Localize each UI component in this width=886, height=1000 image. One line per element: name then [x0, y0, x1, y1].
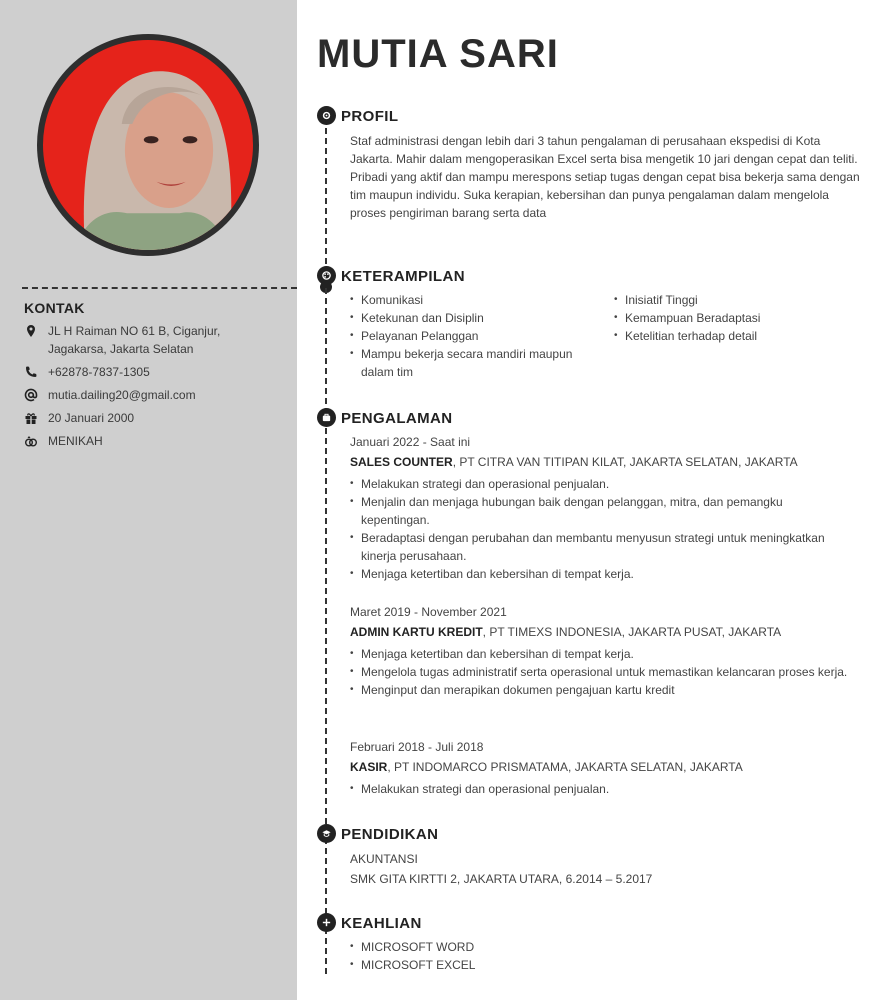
job-duty: • Mengelola tugas administratif serta operasional untuk memastikan kelancaran proses kerja. — [350, 663, 860, 681]
keahlian-item: • MICROSOFT EXCEL — [350, 956, 865, 974]
contact-birthday — [22, 409, 282, 427]
job-duties — [350, 475, 830, 583]
briefcase-icon — [317, 408, 336, 427]
contact-address — [22, 322, 282, 358]
skills-list-right — [614, 291, 874, 345]
job-role: ADMIN KARTU KREDIT — [350, 625, 483, 639]
job-date: Januari 2022 - Saat ini — [350, 435, 471, 449]
job-entry-2 — [350, 603, 865, 699]
education-entry — [350, 850, 865, 888]
job-date: Maret 2019 - November 2021 — [350, 605, 507, 619]
plus-icon — [317, 913, 336, 932]
skill-item: • Komunikasi — [350, 291, 610, 309]
pendidikan-heading: PENDIDIKAN — [341, 826, 439, 843]
keahlian-list — [350, 938, 865, 974]
keahlian-item: • MICROSOFT WORD — [350, 938, 865, 956]
job-duties — [350, 645, 860, 699]
portrait-image — [43, 40, 253, 250]
job-role: SALES COUNTER — [350, 455, 453, 469]
job-title — [350, 623, 865, 641]
contact-phone-text: +62878-7837-1305 — [48, 365, 150, 379]
contact-phone — [22, 363, 282, 381]
job-title — [350, 453, 865, 471]
skills-list-left — [350, 291, 610, 381]
job-date: Februari 2018 - Juli 2018 — [350, 740, 484, 754]
job-entry-3 — [350, 738, 865, 798]
pengalaman-heading: PENGALAMAN — [341, 410, 453, 427]
main-content — [297, 0, 886, 1000]
profile-photo — [43, 40, 253, 250]
profil-text — [350, 132, 865, 222]
education-major: AKUNTANSI — [350, 852, 418, 866]
resume-name: MUTIA SARI — [317, 32, 559, 76]
job-duties — [350, 780, 865, 798]
contact-address-text: JL H Raiman NO 61 B, Ciganjur, Jagakarsa, Jakarta Selatan — [48, 324, 221, 356]
job-role: KASIR — [350, 760, 388, 774]
job-duty: • Menjaga ketertiban dan kebersihan di tempat kerja. — [350, 645, 860, 663]
job-duty: • Melakukan strategi dan operasional penjualan. — [350, 780, 865, 798]
job-title — [350, 758, 865, 776]
contact-email — [22, 386, 282, 404]
skill-item: • Ketelitian terhadap detail — [614, 327, 874, 345]
rings-icon — [22, 432, 40, 450]
phone-icon — [22, 363, 40, 381]
job-company: , PT TIMEXS INDONESIA, JAKARTA PUSAT, JAKARTA — [482, 625, 782, 639]
contact-list — [22, 322, 282, 455]
contact-email-text: mutia.dailing20@gmail.com — [48, 388, 196, 402]
job-duty: • Menginput dan merapikan dokumen pengajuan kartu kredit — [350, 681, 860, 699]
job-duty: • Menjalin dan menjaga hubungan baik dengan pelanggan, mitra, dan pemangku kepentingan. — [350, 493, 830, 529]
skill-item: • Inisiatif Tinggi — [614, 291, 874, 309]
skill-item: • Pelayanan Pelanggan — [350, 327, 610, 345]
skills-palette-icon — [317, 266, 336, 285]
profile-gear-icon — [317, 106, 336, 125]
job-duty: • Melakukan strategi dan operasional penjualan. — [350, 475, 830, 493]
job-company: , PT INDOMARCO PRISMATAMA, JAKARTA SELATAN, JAKARTA — [387, 760, 743, 774]
timeline-line — [325, 118, 327, 974]
skill-item: • Ketekunan dan Disiplin — [350, 309, 610, 327]
skill-item: • Mampu bekerja secara mandiri maupun dalam tim — [350, 345, 600, 381]
profile-photo-frame — [37, 34, 259, 256]
profil-paragraph-2: Pribadi yang aktif dan mampu merespons setiap tugas dengan cepat bisa bekerja sama dengan tim maupun individu. Suka kerapian, kebersihan dan punya pengalaman dalam mengelola proses pengiriman barang serta data — [350, 170, 860, 220]
location-pin-icon — [22, 322, 40, 340]
skill-item: • Kemampuan Beradaptasi — [614, 309, 874, 327]
job-entry-1 — [350, 433, 865, 583]
gift-icon — [22, 409, 40, 427]
job-company: , PT CITRA VAN TITIPAN KILAT, JAKARTA SELATAN, JAKARTA — [452, 455, 798, 469]
sidebar-divider — [22, 287, 297, 289]
profil-heading: PROFIL — [341, 108, 399, 125]
education-school: SMK GITA KIRTTI 2, JAKARTA UTARA, 6.2014 – 5.2017 — [350, 872, 653, 886]
contact-marital — [22, 432, 282, 450]
contact-heading: KONTAK — [24, 300, 85, 316]
job-duty: • Beradaptasi dengan perubahan dan membantu menyusun strategi untuk meningkatkan kinerja perusahaan. — [350, 529, 830, 565]
contact-marital-text: MENIKAH — [48, 434, 103, 448]
contact-birthday-text: 20 Januari 2000 — [48, 411, 135, 425]
sidebar — [0, 0, 297, 1000]
at-sign-icon — [22, 386, 40, 404]
keterampilan-heading: KETERAMPILAN — [341, 268, 465, 285]
job-duty: • Menjaga ketertiban dan kebersihan di tempat kerja. — [350, 565, 830, 583]
profil-paragraph-1: Staf administrasi dengan lebih dari 3 tahun pengalaman di perusahaan ekspedisi di Kota Jakarta. Mahir dalam mengoperasikan Excel serta bisa mengetik 10 jari dengan cepat dan teliti. — [350, 134, 858, 166]
keahlian-heading: KEAHLIAN — [341, 915, 422, 932]
graduation-icon — [317, 824, 336, 843]
